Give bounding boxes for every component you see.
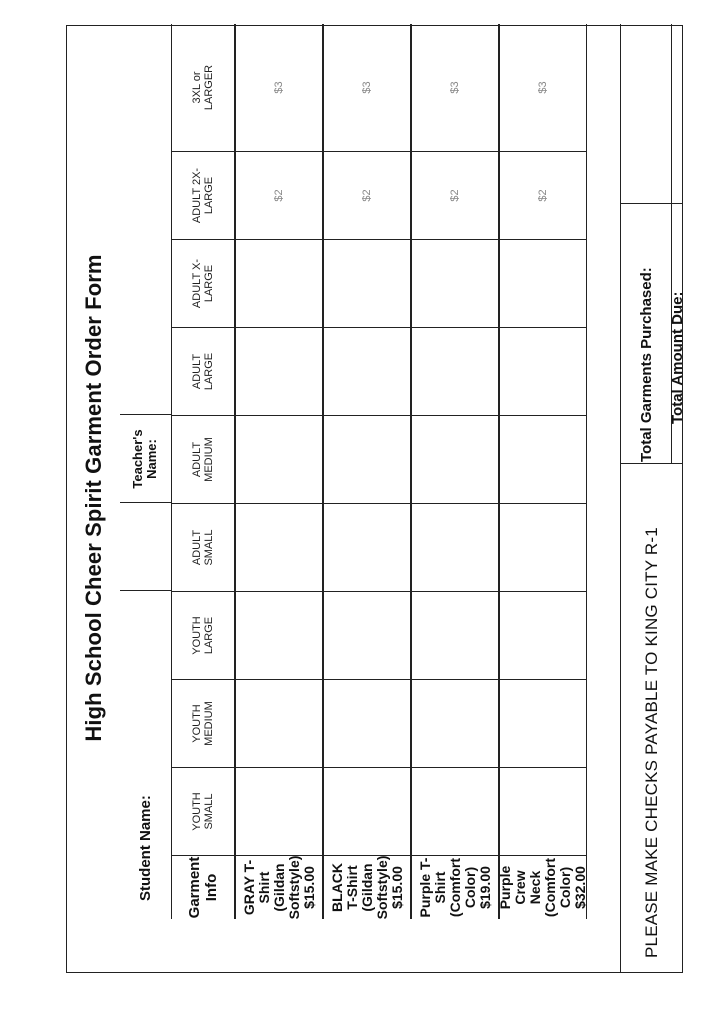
garment-info-cell: [323, 855, 411, 919]
size-label: YOUTH: [191, 792, 203, 831]
quantity-cell[interactable]: [323, 679, 411, 767]
quantity-cell[interactable]: [323, 239, 411, 327]
garment-name: BLACK T-Shirt: [328, 863, 360, 912]
quantity-cell[interactable]: [235, 151, 323, 239]
quantity-cell[interactable]: [499, 591, 587, 679]
quantity-cell[interactable]: [235, 327, 323, 415]
garment-price: $15.00: [300, 866, 317, 909]
size-header-cell: [171, 415, 235, 503]
size-label: LARGE: [203, 352, 215, 391]
garment-brand: (Gildan Softstyle): [358, 855, 390, 920]
total-amount-row: [668, 24, 686, 464]
size-label: 3XL or: [191, 71, 203, 104]
upcharge-price: $2: [449, 189, 461, 202]
quantity-cell[interactable]: [499, 239, 587, 327]
size-header-row: [171, 24, 235, 919]
quantity-cell[interactable]: [235, 239, 323, 327]
upcharge-price: $2: [537, 189, 549, 202]
teacher-name-text: Teacher's Name:: [130, 429, 160, 489]
order-table: [120, 63, 172, 919]
quantity-cell[interactable]: [235, 591, 323, 679]
quantity-cell[interactable]: [411, 767, 499, 855]
quantity-cell[interactable]: [323, 415, 411, 503]
quantity-cell[interactable]: [411, 415, 499, 503]
form-title: High School Cheer Spirit Garment Order Form: [80, 254, 106, 742]
upcharge-price: $3: [537, 81, 549, 94]
size-header-cell: [171, 679, 235, 767]
garment-brand: (Gildan Softstyle): [270, 855, 302, 920]
quantity-cell[interactable]: [499, 327, 587, 415]
quantity-cell[interactable]: [323, 24, 411, 151]
garment-name: Purple Crew Neck: [497, 865, 543, 910]
quantity-cell[interactable]: [235, 415, 323, 503]
size-label: YOUTH: [191, 704, 203, 743]
size-label: LARGE: [203, 264, 215, 303]
quantity-cell[interactable]: [411, 679, 499, 767]
teacher-name-field[interactable]: [120, 63, 171, 415]
size-header-cell: [171, 239, 235, 327]
size-label: LARGE: [203, 176, 215, 215]
quantity-cell[interactable]: [499, 24, 587, 151]
size-label: ADULT: [191, 529, 203, 566]
bottom-section: [620, 24, 684, 972]
garment-name: GRAY T-Shirt: [240, 859, 272, 916]
quantity-cell[interactable]: [235, 503, 323, 591]
garment-row: [235, 24, 323, 919]
teacher-name-label: [120, 415, 171, 503]
garment-info-header: [171, 855, 235, 919]
garment-row: [411, 24, 499, 919]
upcharge-price: $3: [449, 81, 461, 94]
garment-info-cell: [235, 855, 323, 919]
garment-info-cell: [411, 855, 499, 919]
size-header-cell: [171, 767, 235, 855]
student-name-label: Student Name:: [136, 795, 154, 901]
garment-row: [323, 24, 411, 919]
garment-price: $15.00: [388, 866, 405, 909]
quantity-cell[interactable]: [323, 327, 411, 415]
quantity-cell[interactable]: [411, 239, 499, 327]
student-name-field[interactable]: [120, 591, 171, 919]
quantity-cell[interactable]: [411, 591, 499, 679]
size-label: SMALL: [203, 529, 215, 566]
quantity-cell[interactable]: [499, 151, 587, 239]
payable-note: PLEASE MAKE CHECKS PAYABLE TO KING CITY R-1: [642, 527, 661, 958]
garment-info-cell: [499, 855, 587, 919]
quantity-cell[interactable]: [411, 24, 499, 151]
garment-brand: (Comfort Color): [542, 857, 573, 918]
quantity-cell[interactable]: [411, 151, 499, 239]
size-header-cell: [171, 503, 235, 591]
garment-grid: [171, 24, 620, 919]
size-label: ADULT 2X-: [191, 167, 203, 224]
garment-name: Purple T-Shirt: [416, 857, 448, 918]
order-form-page: [66, 25, 686, 973]
quantity-cell[interactable]: [499, 503, 587, 591]
quantity-cell[interactable]: [235, 679, 323, 767]
size-header-cell: [171, 151, 235, 239]
size-header-cell: [171, 327, 235, 415]
quantity-cell[interactable]: [499, 415, 587, 503]
quantity-cell[interactable]: [235, 24, 323, 151]
quantity-cell[interactable]: [499, 767, 587, 855]
quantity-cell[interactable]: [411, 327, 499, 415]
garment-price: $19.00: [476, 866, 493, 909]
size-header-cell: [171, 24, 235, 151]
size-label: ADULT: [191, 353, 203, 390]
size-label: MEDIUM: [203, 437, 215, 482]
quantity-cell[interactable]: [323, 591, 411, 679]
total-amount-label: Total Amount Due:: [668, 291, 686, 424]
quantity-cell[interactable]: [323, 151, 411, 239]
size-label: SMALL: [203, 793, 215, 830]
upcharge-price: $3: [361, 81, 373, 94]
totals-section: [621, 24, 686, 464]
garment-price: $32.00: [572, 866, 588, 909]
garment-info-label: Garment Info: [186, 856, 220, 919]
quantity-cell[interactable]: [499, 679, 587, 767]
size-label: ADULT: [191, 441, 203, 478]
size-label: MEDIUM: [203, 701, 215, 746]
total-garments-row: [621, 24, 672, 464]
size-label: LARGER: [203, 64, 215, 111]
total-garments-label: Total Garments Purchased:: [637, 267, 655, 462]
quantity-cell[interactable]: [411, 503, 499, 591]
garment-row: [499, 24, 587, 919]
upcharge-price: $2: [273, 189, 285, 202]
student-name-blank[interactable]: [120, 503, 171, 591]
size-header-cell: [171, 591, 235, 679]
garment-brand: (Comfort Color): [446, 857, 478, 918]
quantity-cell[interactable]: [323, 767, 411, 855]
size-label: LARGE: [203, 616, 215, 655]
size-label: ADULT X-: [191, 258, 203, 309]
size-label: YOUTH: [191, 616, 203, 655]
total-garments-input[interactable]: [621, 24, 671, 204]
upcharge-price: $3: [273, 81, 285, 94]
quantity-cell[interactable]: [235, 767, 323, 855]
quantity-cell[interactable]: [323, 503, 411, 591]
upcharge-price: $2: [361, 189, 373, 202]
